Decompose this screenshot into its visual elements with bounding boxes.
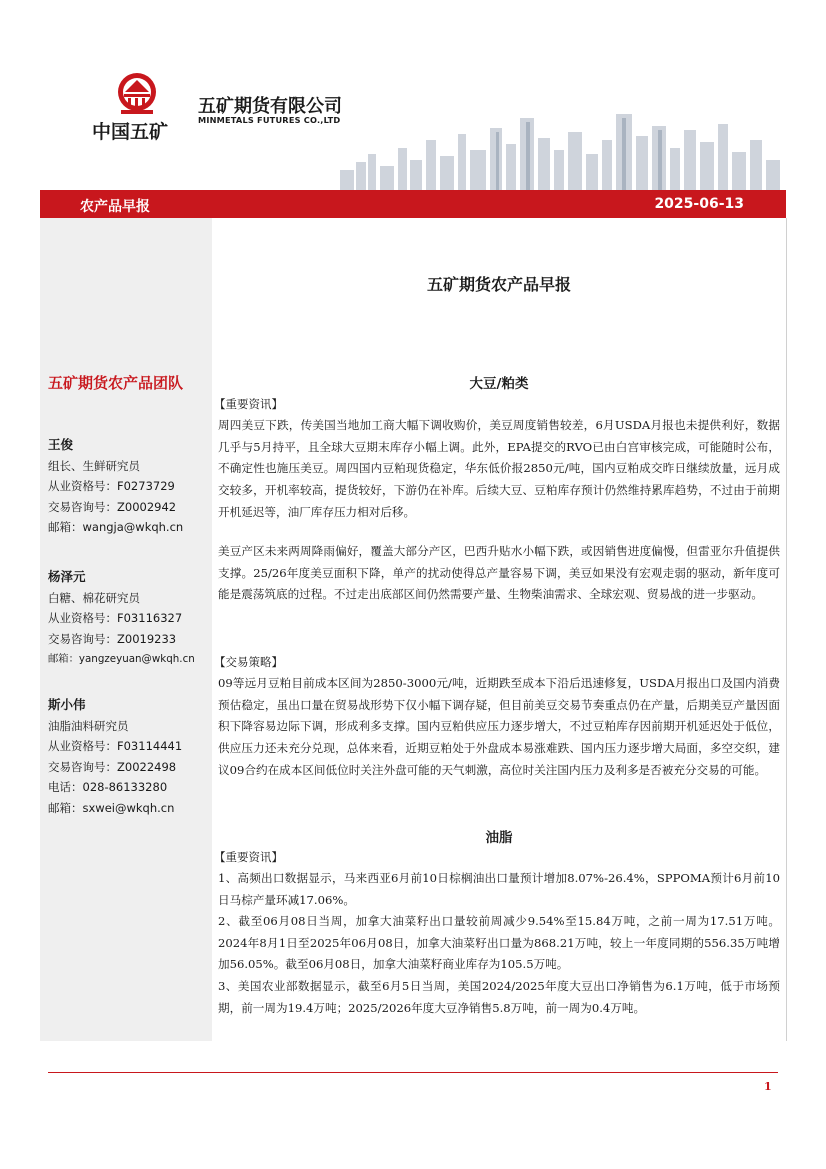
analyst-card	[48, 435, 183, 538]
news-item: 2、截至06月08日当周，加拿大油菜籽出口量较前周减少9.54%至15.84万吨，之前一周为17.51万吨。2024年8月1日至2025年06月08日，加拿大油菜籽出口量为868.21万吨，较上一年度同期的556.35万吨增加56.05%。截至06月08日，加拿大油菜籽商业库存为105.5万吨。	[218, 914, 780, 972]
news-paragraph: 美豆产区未来两周降雨偏好，覆盖大部分产区，巴西升贴水小幅下跌，或因销售进度偏慢，但雷亚尔升值提供支撑。25/26年度美豆面积下降，单产的扰动使得总产量容易下调，美豆如果没有宏观走弱的驱动，新年度可能是震荡筑底的过程。不过走出底部区间仍然需要产量、生物柴油需求、全球宏观、贸易战的进一步驱动。	[218, 544, 780, 602]
report-body	[212, 218, 787, 1041]
analyst-email: 邮箱：sxwei@wkqh.cn	[48, 800, 175, 815]
section-title-soybean: 大豆/粕类	[469, 376, 529, 392]
footer-divider	[48, 1072, 778, 1073]
analyst-name: 杨泽元	[48, 569, 86, 584]
analyst-role: 组长、生鲜研究员	[48, 458, 140, 473]
analyst-consult: 交易咨询号：Z0002942	[48, 499, 177, 514]
analyst-name: 王俊	[48, 437, 74, 452]
analyst-license: 从业资格号：F03116327	[48, 611, 183, 625]
page-title: 五矿期货农产品早报	[426, 275, 571, 294]
company-name-en: MINMETALS FUTURES CO.,LTD	[198, 115, 341, 125]
analyst-email: 邮箱：yangzeyuan@wkqh.cn	[48, 653, 195, 665]
news-item: 1、高频出口数据显示，马来西亚6月前10日棕榈油出口量预计增加8.07%-26.4%，SPPOMA预计6月前10日马棕产量环减17.06%。	[218, 871, 780, 907]
news-label: 【重要资讯】	[214, 850, 283, 864]
page-header	[0, 0, 826, 190]
minmetals-logo-icon	[115, 72, 159, 118]
analyst-license: 从业资格号：F03114441	[48, 739, 183, 753]
strategy-label: 【交易策略】	[214, 655, 283, 669]
news-item: 3、美国农业部数据显示，截至6月5日当周，美国2024/2025年度大豆出口净销售为6.1万吨，低于市场预期，前一周为19.4万吨；2025/2026年度大豆净销售5.8万吨，前一周为0.4万吨。	[218, 979, 780, 1015]
report-type-label: 农产品早报	[80, 199, 150, 215]
logo-chinese-name: 中国五矿	[92, 121, 169, 143]
strategy-paragraph: 09等远月豆粕目前成本区间为2850-3000元/吨，近期跌至成本下沿后迅速修复，USDA月报出口及国内消费预估稳定，虽出口量在贸易战形势下仅小幅下调存疑，但目前美豆交易节奏重点仍在产量，后期美豆产量因面积下降容易边际下调，形成利多支撑。国内豆粕供应压力逐步增大，不过豆粕库存因前期开机延迟处于低位，供应压力还未充分兑现，总体来看，近期豆粕处于外盘成本易涨难跌、国内压力逐步增大局面，多空交织，建议09合约在成本区间低位时关注外盘可能的天气刺激，高位时关注国内压力及利多是否被充分交易的可能。	[218, 676, 780, 777]
news-paragraph: 周四美豆下跌，传美国当地加工商大幅下调收购价，美豆周度销售较差，6月USDA月报也未提供利好，数据几乎与5月持平，且全球大豆期末库存小幅上调。此外，EPA提交的RVO已由白宫审核完成，可能随时公布，不确定性也施压美豆。周四国内豆粕现货稳定，华东低价报2850元/吨，国内豆粕成交昨日继续放量，远月成交较多，开机率较高，提货较好，下游仍在补库。后续大豆、豆粕库存预计仍然维持累库趋势，不过由于前期开机延迟等，油厂库存压力相对后移。	[218, 418, 780, 519]
analyst-consult: 交易咨询号：Z0022498	[48, 759, 177, 774]
analyst-phone: 电话：028-86133280	[48, 780, 168, 794]
company-name-cn: 五矿期货有限公司	[198, 96, 342, 117]
analyst-role: 白糖、棉花研究员	[48, 590, 140, 605]
analyst-name: 斯小伟	[48, 697, 86, 712]
analyst-role: 油脂油料研究员	[48, 718, 129, 733]
analyst-sidebar	[40, 218, 212, 1041]
analyst-card	[48, 695, 182, 818]
analyst-license: 从业资格号：F0273729	[48, 479, 175, 493]
report-banner	[40, 190, 786, 218]
analyst-email: 邮箱：wangja@wkqh.cn	[48, 520, 184, 534]
news-label: 【重要资讯】	[214, 397, 283, 411]
city-skyline-icon	[340, 110, 780, 190]
analyst-card	[48, 567, 195, 670]
report-date: 2025-06-13	[654, 196, 744, 212]
page-number: 1	[764, 1080, 772, 1093]
analyst-consult: 交易咨询号：Z0019233	[48, 631, 177, 646]
team-title: 五矿期货农产品团队	[48, 374, 184, 392]
section-title-oils: 油脂	[485, 830, 513, 846]
